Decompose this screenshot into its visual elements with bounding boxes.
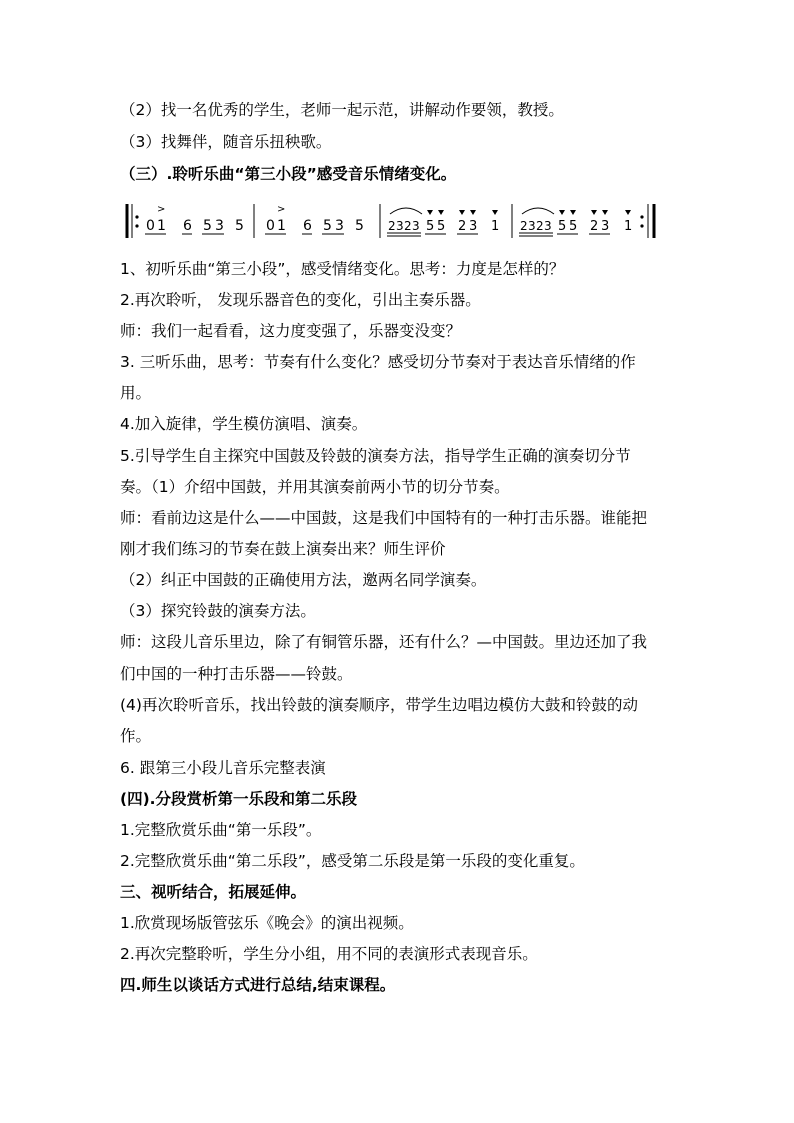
note: 1 bbox=[157, 218, 166, 234]
note: 5 bbox=[355, 218, 364, 234]
note: 5 bbox=[426, 219, 435, 234]
text-line-5: 2.再次聆听， 发现乐器音色的变化，引出主奏乐器。 bbox=[120, 291, 481, 309]
text-line-25: 1.欣赏现场版管弦乐《晚会》的演出视频。 bbox=[120, 914, 414, 932]
text-line-22: 1.完整欣赏乐曲“第一乐段”。 bbox=[120, 821, 322, 839]
note: 3 bbox=[528, 219, 536, 233]
note: 2 bbox=[536, 219, 544, 233]
section-heading-three: 三、视听结合，拓展延伸。 bbox=[120, 883, 307, 901]
repeat-dot bbox=[640, 224, 643, 227]
note: 2 bbox=[590, 219, 599, 234]
note: 3 bbox=[544, 219, 552, 233]
text-line-20: 6. 跟第三小段儿音乐完整表演 bbox=[120, 759, 326, 777]
staccato-mark bbox=[438, 210, 444, 215]
text-line-18: (4)再次聆听音乐，找出铃鼓的演奏顺序，带学生边唱边模仿大鼓和铃鼓的动 bbox=[120, 696, 638, 714]
text-line-12: 师：看前边这是什么——中国鼓，这是我们中国特有的一种打击乐器。谁能把 bbox=[120, 509, 648, 527]
text-line-6: 师：我们一起看看，这力度变强了，乐器变没变？ bbox=[120, 322, 462, 340]
note: 3 bbox=[469, 219, 478, 234]
note: 3 bbox=[412, 219, 420, 233]
text-line-16: 师：这段儿音乐里边，除了有铜管乐器，还有什么？—中国鼓。里边还加了我 bbox=[120, 633, 648, 651]
note: 1 bbox=[491, 219, 500, 234]
text-line-10: 5.引导学生自主探究中国鼓及铃鼓的演奏方法，指导学生正确的演奏切分节 bbox=[120, 447, 631, 465]
note: 2 bbox=[404, 219, 412, 233]
staccato-mark bbox=[625, 210, 631, 215]
staccato-mark bbox=[591, 210, 597, 215]
staccato-mark bbox=[559, 210, 565, 215]
note: 6 bbox=[183, 218, 192, 234]
slur bbox=[522, 208, 554, 214]
section-heading-4: (四).分段赏析第一乐段和第二乐段 bbox=[120, 790, 358, 808]
slur bbox=[390, 208, 422, 214]
note: 0 bbox=[146, 218, 155, 234]
accent-mark: > bbox=[277, 204, 286, 215]
note: 1 bbox=[277, 218, 286, 234]
bar-4 bbox=[519, 208, 632, 236]
bar-3 bbox=[387, 208, 499, 236]
note: 3 bbox=[601, 219, 610, 234]
note: 1 bbox=[624, 219, 633, 234]
note: 5 bbox=[569, 219, 578, 234]
text-line-11: 奏。（1）介绍中国鼓，并用其演奏前两小节的切分节奏。 bbox=[120, 478, 510, 496]
note: 3 bbox=[396, 219, 404, 233]
staccato-mark bbox=[570, 210, 576, 215]
text-line-8: 用。 bbox=[120, 384, 152, 402]
bar-1 bbox=[145, 204, 244, 234]
note: 6 bbox=[303, 218, 312, 234]
text-line-15: （3）探究铃鼓的演奏方法。 bbox=[120, 602, 316, 620]
staccato-mark bbox=[492, 210, 498, 215]
repeat-dot bbox=[135, 215, 138, 218]
note: 5 bbox=[558, 219, 567, 234]
text-line-17: 们中国的一种打击乐器——铃鼓。 bbox=[120, 665, 353, 683]
text-line-19: 作。 bbox=[120, 727, 152, 745]
text-line-13: 刚才我们练习的节奏在鼓上演奏出来？师生评价 bbox=[120, 540, 446, 558]
staccato-mark bbox=[459, 210, 465, 215]
text-line-26: 2.再次完整聆听，学生分小组，用不同的表演形式表现音乐。 bbox=[120, 945, 538, 963]
jianpu-score bbox=[124, 198, 664, 244]
note: 5 bbox=[323, 218, 332, 234]
note: 5 bbox=[437, 219, 446, 234]
text-line-7: 3. 三听乐曲，思考：节奏有什么变化？感受切分节奏对于表达音乐情绪的作 bbox=[120, 353, 636, 371]
text-line-1: （2）找一名优秀的学生，老师一起示范，讲解动作要领，教授。 bbox=[120, 101, 564, 119]
repeat-dot bbox=[640, 215, 643, 218]
staccato-mark bbox=[427, 210, 433, 215]
staccato-mark bbox=[602, 210, 608, 215]
text-line-9: 4.加入旋律，学生模仿演唱、演奏。 bbox=[120, 415, 368, 433]
section-heading-3: （三）.聆听乐曲“第三小段”感受音乐情绪变化。 bbox=[120, 165, 457, 183]
note: 5 bbox=[235, 218, 244, 234]
section-heading-four: 四.师生以谈话方式进行总结,结束课程。 bbox=[120, 976, 396, 994]
note: 2 bbox=[458, 219, 467, 234]
note: 3 bbox=[215, 218, 224, 234]
note: 2 bbox=[388, 219, 396, 233]
text-line-14: （2）纠正中国鼓的正确使用方法，邀两名同学演奏。 bbox=[120, 571, 487, 589]
note: 2 bbox=[520, 219, 528, 233]
repeat-dot bbox=[135, 224, 138, 227]
note: 0 bbox=[266, 218, 275, 234]
note: 5 bbox=[203, 218, 212, 234]
bar-2 bbox=[265, 204, 364, 234]
staccato-mark bbox=[470, 210, 476, 215]
note: 3 bbox=[335, 218, 344, 234]
text-line-23: 2.完整欣赏乐曲“第二乐段”，感受第二乐段是第一乐段的变化重复。 bbox=[120, 852, 585, 870]
accent-mark: > bbox=[157, 204, 166, 215]
text-line-2: （3）找舞伴，随音乐扭秧歌。 bbox=[120, 133, 332, 151]
text-line-4: 1、初听乐曲“第三小段”，感受情绪变化。思考：力度是怎样的？ bbox=[120, 260, 565, 278]
